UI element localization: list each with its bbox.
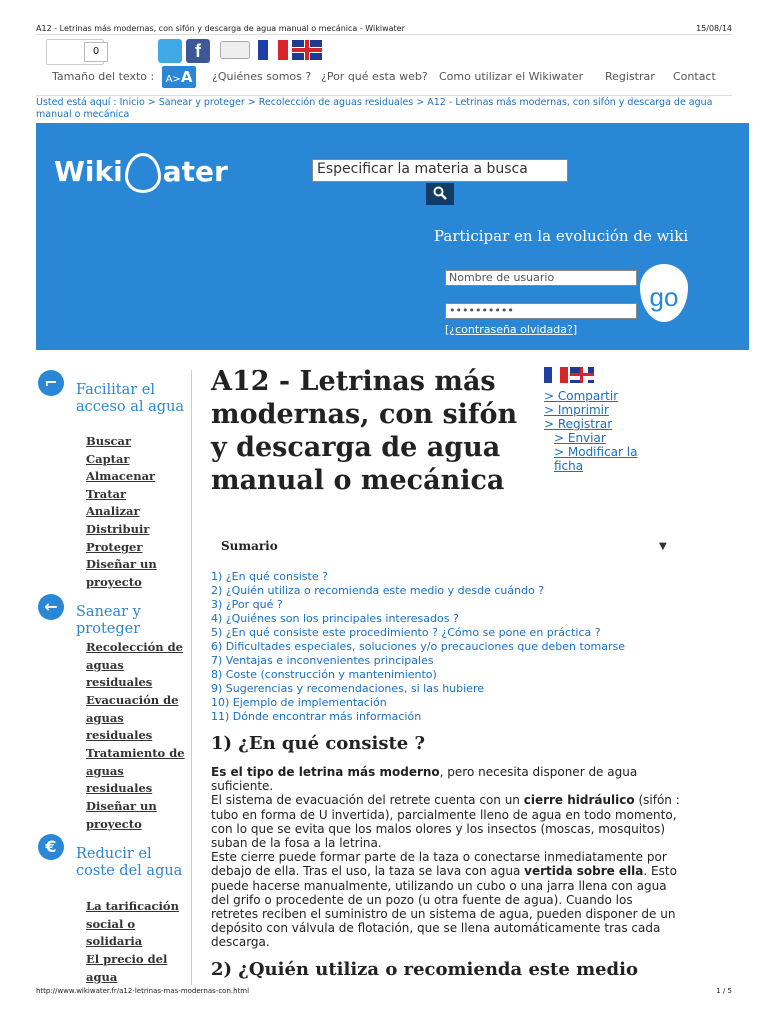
print-date: 15/08/14 bbox=[696, 24, 732, 33]
print-url: http://www.wikiwater.fr/a12-letrinas-mas-modernas-con.html bbox=[36, 987, 250, 995]
sidebar-link[interactable]: Tratamiento de aguas residuales bbox=[86, 746, 185, 796]
page-title: A12 - Letrinas más modernas, con sifón y descarga de agua manual o mecánica bbox=[211, 366, 518, 496]
sidebar-link[interactable]: Diseñar un proyecto bbox=[86, 557, 157, 589]
share-link[interactable]: > Compartir bbox=[544, 389, 619, 403]
print-title: A12 - Letrinas más modernas, con sifón y descarga de agua manual o mecánica - Wikiwater bbox=[36, 24, 405, 33]
sidebar-group-title[interactable]: Sanear y proteger bbox=[76, 604, 141, 637]
sidebar-link[interactable]: Analizar bbox=[86, 504, 140, 518]
toc-item[interactable]: 3) ¿Por qué ? bbox=[211, 598, 283, 611]
nav-link-why[interactable]: ¿Por qué esta web? bbox=[321, 70, 428, 83]
toc-item[interactable]: 6) Dificultades especiales, soluciones y/o precauciones que deben tomarse bbox=[211, 640, 626, 653]
forgot-password-link[interactable]: ¿contraseña olvidada? bbox=[449, 323, 573, 336]
sidebar-group-title[interactable]: Facilitar el acceso al agua bbox=[76, 382, 185, 415]
breadcrumb-prefix[interactable]: Usted está aquí : Inicio bbox=[36, 97, 145, 108]
nav-link-howto[interactable]: Como utilizar el Wikiwater bbox=[439, 70, 584, 83]
participate-heading: Participar en la evolución de wiki bbox=[434, 227, 689, 245]
water-drop-icon bbox=[125, 153, 161, 193]
sidebar-link[interactable]: La tarificación social o solidaria bbox=[86, 899, 179, 949]
flag-fr-icon[interactable] bbox=[544, 367, 568, 383]
sidebar-link[interactable]: Proteger bbox=[86, 540, 143, 554]
toc-item[interactable]: 9) Sugerencias y recomendaciones, si las hubiere bbox=[211, 682, 484, 695]
breadcrumb: Usted está aquí : Inicio > Sanear y proteger > Recolección de aguas residuales > A12 - Letrinas más modernas, con sifón y descarga de agua manual o mecánica bbox=[36, 95, 732, 121]
paragraph: Es el tipo de letrina más moderno, pero necesita disponer de agua suficiente. bbox=[211, 765, 638, 794]
nav-link-about[interactable]: ¿Quiénes somos ? bbox=[212, 70, 312, 83]
text-size-label: Tamaño del texto : bbox=[52, 70, 155, 83]
euro-icon: € bbox=[38, 834, 64, 860]
go-button[interactable]: go bbox=[640, 264, 688, 322]
wikiwater-logo[interactable]: Wiki ater bbox=[54, 153, 284, 213]
paragraph: El sistema de evacuación del retrete cuenta con un cierre hidráulico (sifón : tubo en forma de U invertida), parcialmente lleno de agua en todo momento, con lo que se evita que los malos olores y los insectos (moscas, mosquitos) suban de la fosa a la letrina. bbox=[211, 793, 680, 851]
page-number: 1 / 5 bbox=[716, 987, 732, 995]
toc-item[interactable]: 4) ¿Quiénes son los principales interesados ? bbox=[211, 612, 459, 625]
sidebar-link[interactable]: Almacenar bbox=[86, 469, 156, 483]
sidebar-link[interactable]: Buscar bbox=[86, 434, 132, 448]
chevron-down-icon[interactable]: ▼ bbox=[659, 541, 667, 552]
password-field[interactable]: •••••••••• bbox=[445, 303, 637, 319]
breadcrumb-current: A12 - Letrinas más modernas, con sifón y descarga de agua manual o mecánica bbox=[36, 97, 713, 120]
section-body bbox=[211, 765, 681, 950]
search-input[interactable]: Especificar la materia a busca bbox=[312, 159, 568, 182]
sidebar-link[interactable]: Tratar bbox=[86, 487, 127, 501]
arrow-left-icon: ← bbox=[38, 594, 64, 620]
sidebar-link[interactable]: Captar bbox=[86, 452, 130, 466]
flag-fr-icon[interactable] bbox=[258, 40, 288, 60]
toc-item[interactable]: 1) ¿En qué consiste ? bbox=[211, 570, 328, 583]
edit-link[interactable]: > Modificar la bbox=[554, 445, 638, 459]
register-link[interactable]: > Registrar bbox=[544, 417, 613, 431]
site-banner bbox=[36, 123, 749, 350]
toc-item[interactable]: 8) Coste (construcción y mantenimiento) bbox=[211, 668, 437, 681]
like-count: 0 bbox=[84, 42, 108, 62]
toc-item[interactable]: 7) Ventajas e inconvenientes principales bbox=[211, 654, 434, 667]
sidebar-link[interactable]: El precio del agua bbox=[86, 952, 168, 984]
flag-uk-icon[interactable] bbox=[570, 367, 594, 383]
print-footer bbox=[36, 987, 732, 995]
print-link[interactable]: > Imprimir bbox=[544, 403, 609, 417]
toc-item[interactable]: 5) ¿En qué consiste este procedimiento ? ¿Cómo se pone en práctica ? bbox=[211, 626, 601, 639]
breadcrumb-item[interactable]: Sanear y proteger bbox=[158, 97, 245, 108]
twitter-icon[interactable] bbox=[158, 39, 182, 63]
search-icon bbox=[433, 186, 447, 200]
sidebar-link[interactable]: Recolección de aguas residuales bbox=[86, 640, 183, 690]
sidebar-group-title[interactable]: Reducir el coste del agua bbox=[76, 846, 183, 879]
nav-link-contact[interactable]: Contact bbox=[673, 70, 716, 83]
sidebar bbox=[36, 370, 192, 985]
faucet-icon: ⌐ bbox=[38, 370, 64, 396]
top-nav bbox=[36, 66, 732, 94]
forgot-password: [¿contraseña olvidada?] bbox=[445, 323, 578, 336]
toc-item[interactable]: 10) Ejemplo de implementación bbox=[211, 696, 387, 709]
print-header bbox=[36, 24, 732, 33]
social-bar bbox=[36, 34, 732, 66]
send-link[interactable]: > Enviar bbox=[554, 431, 606, 445]
mail-icon[interactable] bbox=[220, 41, 250, 59]
section-heading: 1) ¿En qué consiste ? bbox=[211, 733, 426, 754]
search-button[interactable] bbox=[426, 183, 454, 205]
section-heading: 2) ¿Quién utiliza o recomienda este medio bbox=[211, 959, 638, 980]
nav-link-register[interactable]: Registrar bbox=[605, 70, 655, 83]
toc-item[interactable]: 2) ¿Quién utiliza o recomienda este medio y desde cuándo ? bbox=[211, 584, 545, 597]
flag-uk-icon[interactable] bbox=[292, 40, 322, 60]
paragraph: Este cierre puede formar parte de la taza o conectarse inmediatamente por debajo de ella. Tras el uso, la taza se lava con agua vertida sobre ella. Esto puede hacerse manualmente, utilizando un cubo o una jarra llena con agua del grifo o procedente de un pozo (u otra fuente de agua). Cuando los retretes reciben el suministro de un sistema de agua, pueden disponer de un depósito con válvula de flotación, que se llena automáticamente tras cada descarga. bbox=[211, 850, 677, 950]
toc-item[interactable]: 11) Dónde encontrar más información bbox=[211, 710, 422, 723]
edit-link-cont[interactable]: ficha bbox=[554, 459, 584, 473]
sidebar-link[interactable]: Distribuir bbox=[86, 522, 150, 536]
facebook-icon[interactable]: f bbox=[186, 39, 210, 63]
summary-title: Sumario bbox=[221, 539, 278, 553]
breadcrumb-item[interactable]: Recolección de aguas residuales bbox=[258, 97, 414, 108]
username-field[interactable]: Nombre de usuario bbox=[445, 270, 637, 286]
sidebar-link[interactable]: Diseñar un proyecto bbox=[86, 799, 157, 831]
sidebar-link[interactable]: Evacuación de aguas residuales bbox=[86, 693, 179, 743]
text-size-button[interactable]: A>A bbox=[162, 66, 196, 88]
